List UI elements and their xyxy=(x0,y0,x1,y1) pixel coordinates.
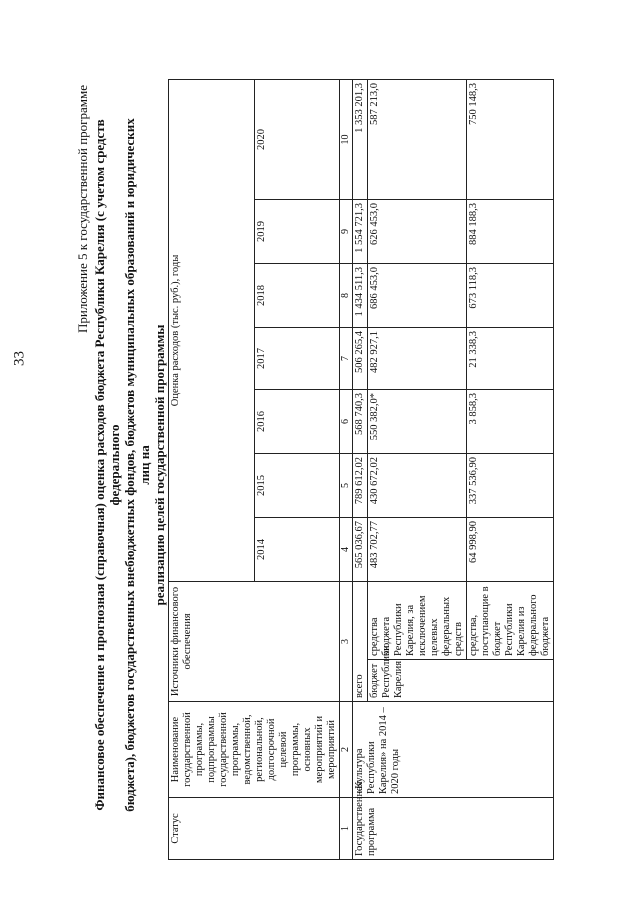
value-cell: 789 612,02 xyxy=(353,453,368,517)
value-cell: 3 858,3 xyxy=(467,389,554,453)
index-cell: 7 xyxy=(340,327,353,389)
value-cell: 673 118,3 xyxy=(467,263,554,327)
value-cell: 884 188,3 xyxy=(467,199,554,263)
index-cell: 1 xyxy=(340,798,353,860)
value-cell: 1 353 201,3 xyxy=(353,79,368,199)
source-budget-label: бюджет Республики Карелия xyxy=(368,660,554,702)
index-cell: 10 xyxy=(340,79,353,199)
value-cell: 430 672,02 xyxy=(368,453,467,517)
source-total-label: всего xyxy=(353,581,368,701)
value-cell: 568 740,3 xyxy=(353,389,368,453)
value-cell: 337 536,90 xyxy=(467,453,554,517)
index-cell: 9 xyxy=(340,199,353,263)
header-row-1 xyxy=(169,79,255,859)
value-cell: 587 213,0 xyxy=(368,79,467,199)
page-number: 33 xyxy=(11,351,28,366)
value-cell: 626 453,0 xyxy=(368,199,467,263)
index-cell: 4 xyxy=(340,517,353,581)
table-row-total xyxy=(353,79,368,859)
value-cell: 483 702,77 xyxy=(368,517,467,581)
value-cell: 1 554 721,3 xyxy=(353,199,368,263)
header-year: 2015 xyxy=(254,453,340,517)
value-cell: 565 036,67 xyxy=(353,517,368,581)
rotated-page xyxy=(20,45,620,905)
status-cell: Государственная программа xyxy=(353,798,554,860)
header-year: 2019 xyxy=(254,199,340,263)
source-sublabel: средства, поступающие в бюджет Республики Карелия из федерального бюджета xyxy=(467,581,554,659)
financing-table xyxy=(168,79,554,860)
header-estimate: Оценка расходов (тыс. руб.), годы xyxy=(169,79,255,581)
value-cell: 750 148,3 xyxy=(467,79,554,199)
value-cell: 1 434 511,3 xyxy=(353,263,368,327)
index-cell: 3 xyxy=(340,581,353,701)
value-cell: 550 382,0* xyxy=(368,389,467,453)
index-cell: 2 xyxy=(340,702,353,798)
header-year: 2016 xyxy=(254,389,340,453)
header-year: 2018 xyxy=(254,263,340,327)
header-status: Статус xyxy=(169,798,340,860)
title-line-1: Финансовое обеспечение и прогнозная (справочная) оценка расходов бюджета Республики Карелия (с учетом средств федерального xyxy=(92,119,122,811)
value-cell: 686 453,0 xyxy=(368,263,467,327)
header-year: 2020 xyxy=(254,79,340,199)
document-title xyxy=(92,115,167,815)
header-year: 2017 xyxy=(254,327,340,389)
value-cell: 506 265,4 xyxy=(353,327,368,389)
index-cell: 8 xyxy=(340,263,353,327)
program-name-cell: «Культура Республики Карелия» на 2014 – 2020 годы xyxy=(353,702,554,798)
index-cell: 6 xyxy=(340,389,353,453)
value-cell: 64 998,90 xyxy=(467,517,554,581)
index-cell: 5 xyxy=(340,453,353,517)
header-sources: Источники финансового обеспечения xyxy=(169,581,340,701)
source-sublabel: средства бюджета Республики Карелия, за исключением целевых федеральных средств xyxy=(368,581,467,659)
header-year: 2014 xyxy=(254,517,340,581)
title-line-3: реализацию целей государственной программы xyxy=(152,324,167,606)
header-name: Наименование государственной программы, подпрограммы государственной программы, ведомственной, региональной, долгосрочной целевой программы, основных мероприятий и мероприятий xyxy=(169,702,340,798)
title-line-2: бюджета), бюджетов государственных внебюджетных фондов, бюджетов муниципальных образований и юридических лиц на xyxy=(122,118,152,812)
index-row xyxy=(340,79,353,859)
value-cell: 482 927,1 xyxy=(368,327,467,389)
value-cell: 21 338,3 xyxy=(467,327,554,389)
appendix-caption: Приложение 5 к государственной программе xyxy=(75,85,90,334)
